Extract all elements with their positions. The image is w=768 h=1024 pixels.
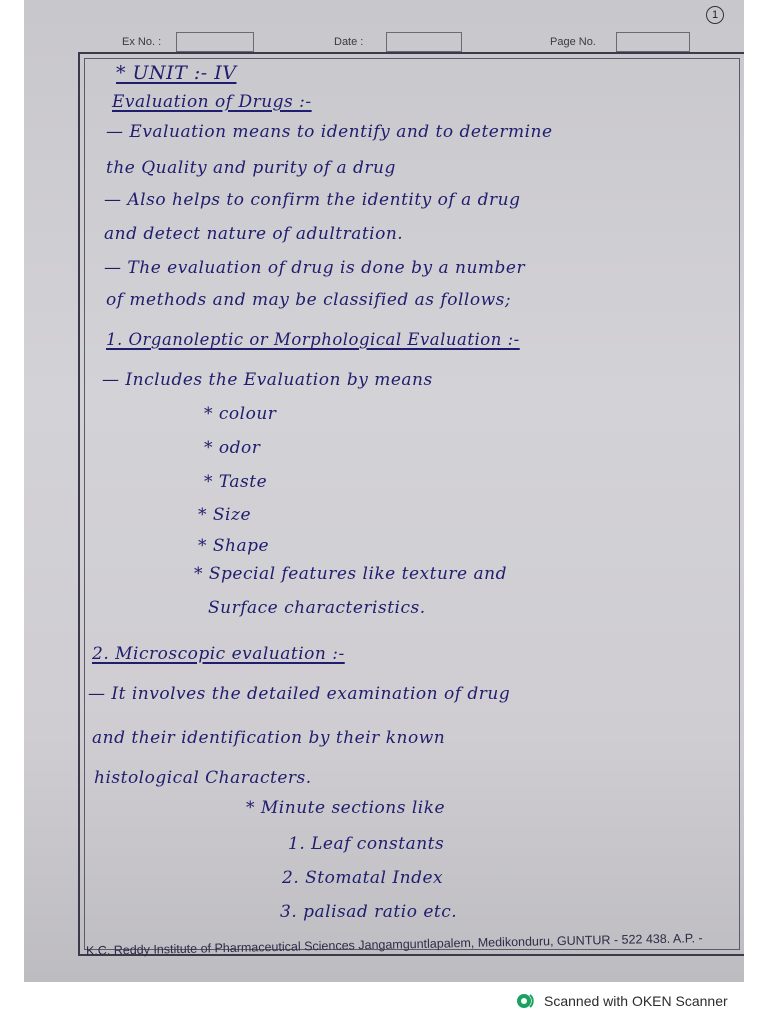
section1-item: * Shape bbox=[198, 536, 270, 556]
note-line: — Evaluation means to identify and to determine bbox=[106, 122, 553, 142]
date-box bbox=[386, 32, 462, 52]
section1-item: * Size bbox=[198, 505, 252, 525]
section2-sub: * Minute sections like bbox=[246, 798, 446, 818]
scanner-watermark bbox=[516, 990, 728, 1012]
section1-item: * Special features like texture and bbox=[194, 564, 507, 584]
section2-item: 1. Leaf constants bbox=[288, 834, 445, 854]
section1-intro: — Includes the Evaluation by means bbox=[102, 370, 433, 390]
oken-scanner-logo-icon bbox=[516, 991, 536, 1011]
section1-item: Surface characteristics. bbox=[208, 598, 426, 618]
note-line: — Also helps to confirm the identity of a drug bbox=[104, 190, 521, 210]
note-line: and detect nature of adultration. bbox=[104, 224, 404, 244]
section2-line: — It involves the detailed examination of drug bbox=[88, 684, 511, 704]
page-no-label: Page No. bbox=[550, 36, 596, 48]
scanner-watermark-text: Scanned with OKEN Scanner bbox=[544, 993, 728, 1009]
note-line: of methods and may be classified as follows; bbox=[106, 290, 512, 310]
section1-item: * Taste bbox=[204, 472, 268, 492]
section2-item: 2. Stomatal Index bbox=[282, 868, 444, 888]
section2-line: histological Characters. bbox=[94, 768, 312, 788]
section2-item: 3. palisad ratio etc. bbox=[280, 902, 458, 922]
scanned-page-photo bbox=[24, 0, 744, 982]
page-corner-number: 1 bbox=[706, 6, 724, 24]
page-no-box bbox=[616, 32, 690, 52]
section1-heading: 1. Organoleptic or Morphological Evaluation :- bbox=[106, 330, 520, 349]
notes-title: Evaluation of Drugs :- bbox=[112, 92, 312, 112]
section2-heading: 2. Microscopic evaluation :- bbox=[92, 644, 345, 664]
section1-item: * odor bbox=[204, 438, 261, 458]
unit-heading: * UNIT :- IV bbox=[116, 62, 237, 84]
note-line: the Quality and purity of a drug bbox=[106, 158, 396, 178]
ex-no-box bbox=[176, 32, 254, 52]
note-line: — The evaluation of drug is done by a number bbox=[104, 258, 526, 278]
date-label: Date : bbox=[334, 36, 364, 48]
institute-footer: K.C. Reddy Institute of Pharmaceutical Sciences Jangamguntlapalem, Medikonduru, GUNTUR - 522 438. A.P. - bbox=[85, 931, 703, 958]
section2-line: and their identification by their known bbox=[92, 728, 446, 748]
ex-no-label: Ex No. : bbox=[122, 36, 162, 48]
notes-frame bbox=[78, 52, 744, 956]
section1-item: * colour bbox=[204, 404, 277, 424]
